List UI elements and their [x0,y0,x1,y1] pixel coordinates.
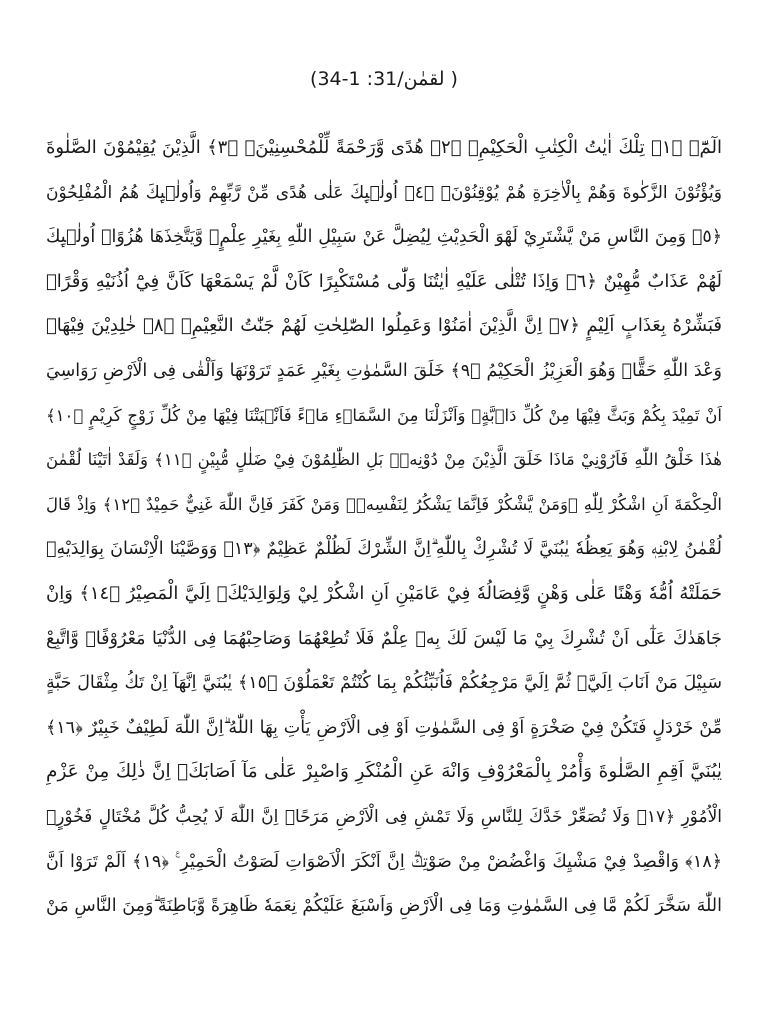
verse-line: حَمَلَتْهُ اُمُّهٗ وَهْنًا عَلٰى وَهْنٍ وَّفِصَالُهٗ فِيْ عَامَيْنِ اَنِ اشْكُرْ لِيْ وَلِوَالِدَيْكَۗ اِلَيَّ الْمَصِيْرُ ﴿١٤﴾ وَاِنْ [46,582,722,604]
verse-line: الْحِكْمَةَ اَنِ اشْكُرْ لِلّٰهِ ۗوَمَنْ يَّشْكُرْ فَاِنَّمَا يَشْكُرُ لِنَفْسِهٖۚ وَمَنْ كَفَرَ فَاِنَّ اللّٰهَ غَنِيٌّ حَمِيْدٌ ﴿١٢﴾ وَاِذْ قَالَ [46,494,722,514]
verse-line: ﴿١٨﴾ وَاقْصِدْ فِيْ مَشْيِكَ وَاغْضُضْ مِنْ صَوْتِكَۗ اِنَّ اَنْكَرَ الْاَصْوَاتِ لَصَوْتُ الْحَمِيْرِ ࣖ ﴿١٩﴾ اَلَمْ تَرَوْا اَنَّ [46,851,722,872]
surah-reference: ( لقمٰن/31: 1-34) [310,68,458,90]
verse-line: لُقْمٰنُ لِابْنِهٖ وَهُوَ يَعِظُهٗ يٰبُنَيَّ لَا تُشْرِكْ بِاللّٰهِ ۗاِنَّ الشِّرْكَ لَظُلْمٌ عَظِيْمٌ ﴿١٣﴾ وَوَصَّيْنَا الْاِنْسَانَ بِوَالِدَيْهِۚ [46,539,722,560]
verse-line: وَعْدَ اللّٰهِ حَقًّاۗ وَهُوَ الْعَزِيْزُ الْحَكِيْمُ ﴿٩﴾ خَلَقَ السَّمٰوٰتِ بِغَيْرِ عَمَدٍ تَرَوْنَهَا وَاَلْقٰى فِى الْاَرْضِ رَوَاسِيَ [46,360,722,381]
verse-line: الْاُمُوْرِ ﴿١٧﴾ وَلَا تُصَعِّرْ خَدَّكَ لِلنَّاسِ وَلَا تَمْشِ فِى الْاَرْضِ مَرَحًاۗ اِنَّ اللّٰهَ لَا يُحِبُّ كُلَّ مُخْتَالٍ فَخُوْرٍۚ [46,806,722,827]
verse-line: سَبِيْلَ مَنْ اَنَابَ اِلَيَّۚ ثُمَّ اِلَيَّ مَرْجِعُكُمْ فَاُنَبِّئُكُمْ بِمَا كُنْتُمْ تَعْمَلُوْنَ ﴿١٥﴾ يٰبُنَيَّ اِنَّهَآ اِنْ تَكُ مِثْقَالَ حَبَّةٍ [46,673,722,694]
verse-line: اَنْ تَمِيْدَ بِكُمْ وَبَثَّ فِيْهَا مِنْ كُلِّ دَاۤبَّةٍۗ وَاَنْزَلْنَا مِنَ السَّمَاۤءِ مَاۤءً فَاَنْۢبَتْنَا فِيْهَا مِنْ كُلِّ زَوْجٍ كَرِيْمٍ ﴿١٠﴾ [46,405,722,425]
verse-line: وَيُؤْتُوْنَ الزَّكٰوةَ وَهُمْ بِالْاٰخِرَةِ هُمْ يُوْقِنُوْنَۗ ﴿٤﴾ اُولٰۤىِٕكَ عَلٰى هُدًى مِّنْ رَّبِّهِمْ وَاُولٰۤىِٕكَ هُمُ الْمُفْلِحُوْنَ [46,182,722,203]
verse-line: الٓمّٓۚ ﴿١﴾ تِلْكَ اٰيٰتُ الْكِتٰبِ الْحَكِيْمِۙ ﴿٢﴾ هُدًى وَّرَحْمَةً لِّلْمُحْسِنِيْنَۙ ﴿٣﴾ الَّذِيْنَ يُقِيْمُوْنَ الصَّلٰوةَ [46,137,722,158]
verse-line: لَهُمْ عَذَابٌ مُّهِيْنٌ ﴿٦﴾ وَاِذَا تُتْلٰى عَلَيْهِ اٰيٰتُنَا وَلّٰى مُسْتَكْبِرًا كَاَنْ لَّمْ يَسْمَعْهَا كَاَنَّ فِيْٓ اُذُنَيْهِ وَقْرًاۚ [46,270,722,292]
verse-line: اللّٰهَ سَخَّرَ لَكُمْ مَّا فِى السَّمٰوٰتِ وَمَا فِى الْاَرْضِ وَاَسْبَغَ عَلَيْكُمْ نِعَمَهٗ ظَاهِرَةً وَّبَاطِنَةً ۗوَمِنَ النَّاسِ مَنْ [46,896,722,917]
verse-line: جَاهَدٰكَ عَلٰٓى اَنْ تُشْرِكَ بِيْ مَا لَيْسَ لَكَ بِهٖ عِلْمٌ فَلَا تُطِعْهُمَا وَصَاحِبْهُمَا فِى الدُّنْيَا مَعْرُوْفًاۖ وَّاتَّبِعْ [46,628,722,649]
verse-text-block [46,126,722,929]
verse-line: هٰذَا خَلْقُ اللّٰهِ فَاَرُوْنِيْ مَاذَا خَلَقَ الَّذِيْنَ مِنْ دُوْنِهٖۗ بَلِ الظّٰلِمُوْنَ فِيْ ضَلٰلٍ مُّبِيْنٍ ﴿١١﴾ وَلَقَدْ اٰتَيْنَا لُقْمٰنَ [46,450,722,470]
verse-line: ﴿٥﴾ وَمِنَ النَّاسِ مَنْ يَّشْتَرِيْ لَهْوَ الْحَدِيْثِ لِيُضِلَّ عَنْ سَبِيْلِ اللّٰهِ بِغَيْرِ عِلْمٍۖ وَّيَتَّخِذَهَا هُزُوًاۗ اُولٰۤىِٕكَ [46,227,722,248]
verse-line: يٰبُنَيَّ اَقِمِ الصَّلٰوةَ وَأْمُرْ بِالْمَعْرُوْفِ وَانْهَ عَنِ الْمُنْكَرِ وَاصْبِرْ عَلٰى مَآ اَصَابَكَۗ اِنَّ ذٰلِكَ مِنْ عَزْمِ [46,761,722,783]
verse-line: فَبَشِّرْهُ بِعَذَابٍ اَلِيْمٍ ﴿٧﴾ اِنَّ الَّذِيْنَ اٰمَنُوْا وَعَمِلُوا الصّٰلِحٰتِ لَهُمْ جَنّٰتُ النَّعِيْمِۙ ﴿٨﴾ خٰلِدِيْنَ فِيْهَاۗ [46,315,722,337]
verse-line: مِّنْ خَرْدَلٍ فَتَكُنْ فِيْ صَخْرَةٍ اَوْ فِى السَّمٰوٰتِ اَوْ فِى الْاَرْضِ يَأْتِ بِهَا اللّٰهُ ۗاِنَّ اللّٰهَ لَطِيْفٌ خَبِيْرٌ ﴿١٦﴾ [46,717,722,738]
